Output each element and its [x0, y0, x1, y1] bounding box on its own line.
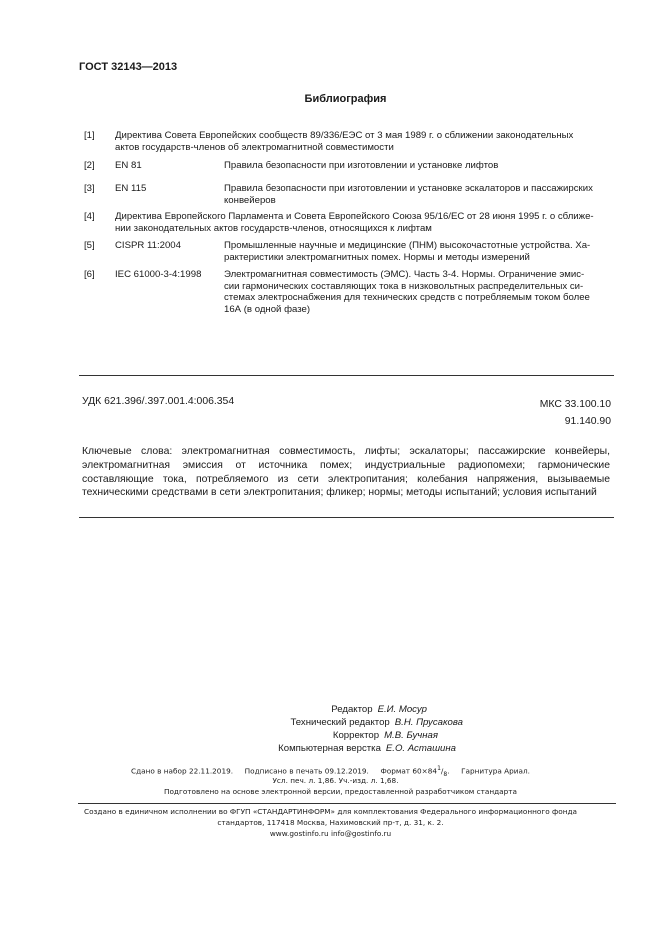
bib-line: Правила безопасности при изготовлении и установке лифтов [224, 160, 499, 171]
typeface: Гарнитура Ариал. [461, 766, 530, 776]
staff-role: Корректор [332, 730, 380, 741]
staff-name: В.Н. Прусакова [394, 717, 463, 728]
staff-row [333, 730, 438, 741]
staff-role: Технический редактор [290, 717, 390, 728]
print-sheets: Усл. печ. л. 1,86. Уч.-изд. л. 1,68. [272, 776, 399, 785]
bib-line: Правила безопасности при изготовлении и установке эскалаторов и пассажирских [224, 183, 593, 194]
bib-line: конвейеров [224, 194, 276, 206]
bib-line: Директива Европейского Парламента и Совета Европейского Союза 95/16/ЕС от 28 июня 1995 г. о сближе- [115, 211, 594, 222]
print-date: Подписано в печать 09.12.2019. [244, 766, 369, 776]
page-title: Библиография [304, 93, 387, 105]
bib-line: 16А (в одной фазе) [224, 303, 311, 315]
bib-entry [224, 160, 613, 172]
paper-format: Формат 60×84 [380, 766, 438, 776]
keywords: Ключевые слова: электромагнитная совместимость, лифты; эскалаторы; пассажирские конвейеры, электромагнитная эмиссия от источника помех; индустриальные радиопомехи; гармонические составляющие тока, потребляемого из сети электропитания; колебания напряжения, вызываемые техническими средствами в сети электропитания; фликер; нормы; методы испытаний; условия испытаний [82, 446, 610, 499]
bib-entry [224, 183, 613, 206]
staff-name: Е.И. Мосур [377, 704, 427, 715]
bib-code: CISPR 11:2004 [115, 240, 181, 251]
bib-entry [115, 130, 613, 153]
format-fraction-den: 8 [443, 770, 448, 778]
bib-code: EN 81 [115, 160, 142, 171]
bib-number: [4] [84, 211, 95, 222]
bib-line: Электромагнитная совместимость (ЭМС). Часть 3-4. Нормы. Ограничение эмис- [224, 269, 585, 280]
mks-codes [540, 396, 611, 430]
bib-number: [1] [84, 130, 95, 141]
bib-line: стемах электроснабжения для технических средств с потребляемым током более [224, 292, 590, 303]
bib-number: [3] [84, 183, 95, 194]
staff-name: М.В. Бучная [384, 730, 438, 741]
bib-line: рактеристики электромагнитных помех. Нормы и методы измерений [224, 251, 530, 263]
staff-role: Редактор [331, 704, 373, 715]
prepared-note: Подготовлено на основе электронной версии, предоставленной разработчиком стандарта [163, 787, 518, 796]
print-details: Сдано в набор 22.11.2019. Подписано в печать 09.12.2019. Формат $60\times 84^1/_8$. Гарнитура Ариал. [131, 765, 530, 778]
staff-name: Е.О. Асташина [385, 743, 456, 754]
bib-line: актов государств-членов об электромагнитной совместимости [115, 141, 394, 153]
bib-line: Директива Совета Европейских сообществ 89/336/ЕЭС от 3 мая 1989 г. о сближении законодательных [115, 130, 574, 141]
staff-role: Компьютерная верстка [278, 743, 381, 754]
bib-code: IEC 61000-3-4:1998 [115, 269, 202, 280]
bib-line: нии законодательных актов государств-членов, относящихся к лифтам [115, 222, 432, 234]
typeset-date: Сдано в набор 22.11.2019. [131, 766, 234, 776]
publisher-address: стандартов, 117418 Москва, Нахимовский пр-т, д. 31, к. 2. [217, 818, 444, 827]
bib-line: сии гармонических составляющих тока в низковольтных распределительных си- [224, 280, 584, 292]
publisher-contacts: www.gostinfo.ru info@gostinfo.ru [269, 829, 392, 838]
bib-entry [224, 240, 613, 263]
publisher-line: Создано в единичном исполнении во ФГУП «СТАНДАРТИНФОРМ» для комплектования Федерального информационного фонда [83, 807, 577, 816]
bib-number: [6] [84, 269, 95, 280]
divider [79, 375, 614, 376]
staff-row [331, 704, 427, 715]
bib-line: Промышленные научные и медицинские (ПНМ) высокочастотные устройства. Ха- [224, 240, 591, 251]
mks-code: 91.140.90 [564, 416, 611, 427]
bib-entry [224, 269, 613, 315]
bib-code: EN 115 [115, 183, 147, 194]
divider [79, 517, 614, 518]
udk-code: УДК 621.396/.397.001.4:006.354 [82, 396, 235, 407]
bib-number: [2] [84, 160, 95, 171]
divider [78, 803, 616, 804]
document-header: ГОСТ 32143—2013 [79, 61, 178, 73]
format-fraction-num: 1 [437, 765, 441, 772]
bib-number: [5] [84, 240, 95, 251]
mks-code: МКС 33.100.10 [539, 399, 611, 410]
staff-row [278, 743, 456, 754]
bib-entry [115, 211, 613, 234]
staff-row [290, 717, 463, 728]
